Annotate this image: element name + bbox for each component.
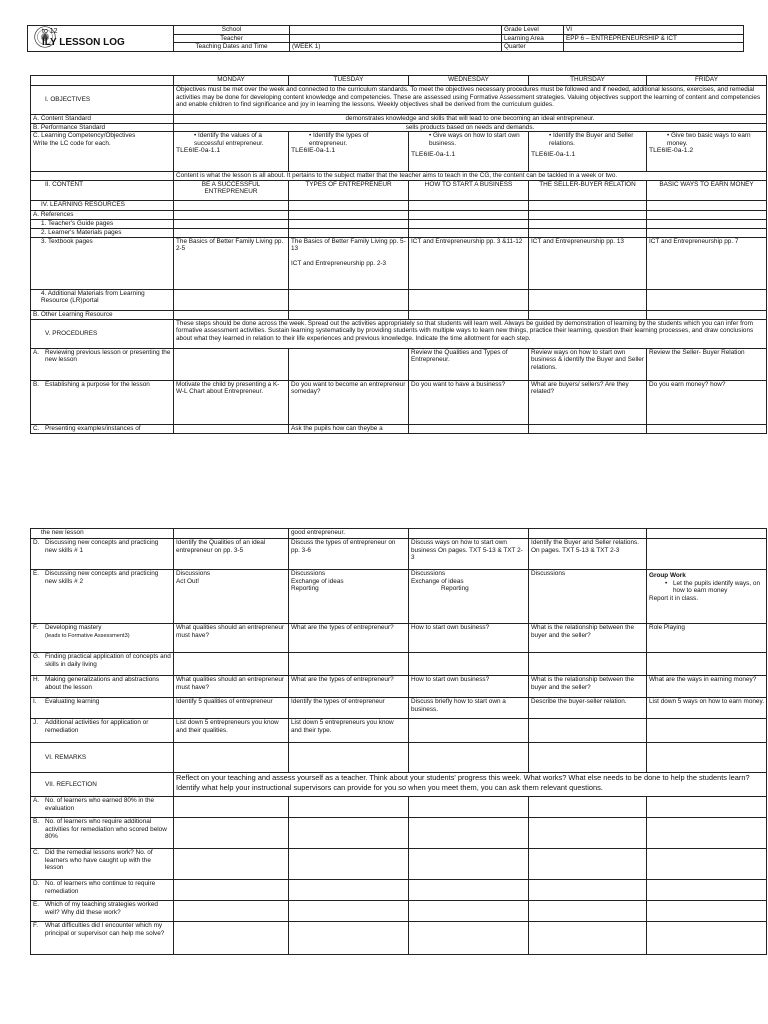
procedures-label: V. PROCEDURES [31,319,174,348]
reflection-text: Reflect on your teaching and assess yourself as a teacher. Think about your students' progress this week. What works? What else needs to be done to help the students learn? Identify what help your instructional supervisors can provide for you so when you meet them, you can ask them relevant questions. [174,773,767,797]
references-label: A. References [31,210,174,219]
letter: C. [33,424,40,432]
school-label: School [174,26,290,35]
letter: C. [33,849,40,856]
textbook-tuesday-1: The Basics of Better Family Living pp. 5-13 [291,237,406,253]
procedure-j-wednesday [409,719,529,743]
grade-level-value: VI [564,26,744,35]
procedure-b-label [31,380,174,424]
procedure-a-tuesday [289,348,409,380]
content-label: II. CONTENT [31,180,174,200]
textbook-monday: The Basics of Better Family Living pp. 2-5 [174,237,289,289]
lesson-log-table-page-2 [30,528,767,955]
bullet: • [194,132,197,140]
title-line-1: to 12 [42,28,58,36]
topic-friday: BASIC WAYS TO EARN MONEY [647,180,767,200]
procedure-i-label [31,698,174,719]
lesson-log-table-page-1 [30,75,767,434]
learning-area-value: EPP 6 – ENTREPRENEURSHIP & ICT [564,34,744,43]
letter: J. [33,719,38,726]
procedure-i-monday: Identify 5 qualities of entrepreneur [174,698,289,719]
letter: B. [33,380,40,388]
procedure-a-thursday: Review ways on how to start own business & identify the Buyer and Seller relations. [529,348,647,380]
content-standard-label: A. Content Standard [31,115,174,124]
teacher-label: Teacher [174,34,290,43]
procedure-c-tuesday-top: Ask the pupils how can theybe a [289,424,409,433]
procedure-f-friday: Role Playing [647,624,767,653]
procedure-d-tuesday: Discuss the types of entrepreneur on pp. 3-6 [289,539,409,570]
topic-monday: BE A SUCCESSFUL ENTREPRENEUR [174,180,289,200]
reflection-e-label [31,901,174,922]
procedures-note: These steps should be done across the week. Spread out the activities appropriately so that students will learn well. Always be guided by demonstration of learning by the students which you can infer from formative assessment activities. Sustain learning systematically by providing students with multiple ways to learn new things, practice their learning, question their learning processes, and draw conclusions about what they learned in relation to their life experiences and previous knowledge. Indicate the time allotment for each step. [174,319,767,348]
procedure-b-friday: Do you earn money? how? [647,380,767,424]
bullet: • [667,132,670,140]
procedure-a-friday: Review the Seller- Buyer Relation [647,348,767,380]
textbook-tuesday-2: ICT and Entrepreneurship pp. 2-3 [291,259,387,267]
objectives-label: I. OBJECTIVES [31,86,174,115]
e-line: Act Out! [176,577,200,585]
letter: B. [33,818,40,825]
topic-tuesday: TYPES OF ENTREPRENEUR [289,180,409,200]
procedure-c-label-bottom: the new lesson [31,529,174,539]
lc-text: Identify the values of a successful entrepreneur. [194,132,264,147]
textbook-tuesday [289,237,409,289]
procedure-h-text: Making generalizations and abstractions about the lesson [45,676,160,691]
procedure-h-thursday: What is the relationship between the buyer and the seller? [529,676,647,698]
procedure-a-wednesday: Review the Qualities and Types of Entrepreneur. [409,348,529,380]
day-header-wednesday: WEDNESDAY [409,76,529,86]
learning-resources-label: IV. LEARNING RESOURCES [31,200,174,210]
lc-thursday [529,132,647,172]
lc-code: TLE6IE-0a-1.1 [176,147,221,155]
reflection-d-label [31,880,174,901]
lc-text: Identify the Buyer and Seller relations. [549,132,634,147]
letter: A. [33,348,40,356]
reflection-f-text: What difficulties did I encounter which my principal or supervisor can help me solve? [45,922,165,937]
quarter-label: Quarter [502,43,564,52]
letter: F. [33,922,38,929]
day-header-tuesday: TUESDAY [289,76,409,86]
procedure-j-text: Additional activities for application or remediation [45,719,149,734]
lc-text: Identify the types of entrepreneur. [309,132,369,147]
procedure-c-tuesday-bottom: good entrepreneur. [289,529,409,539]
reflection-d-text: No. of learners who continue to require remediation [45,880,156,895]
letter: D. [33,539,40,546]
procedure-e-tuesday [289,570,409,624]
procedure-f-tuesday: What are the types of entrepreneur? [289,624,409,653]
procedure-f-sub: (leads to Formative Assessment3) [45,632,130,639]
grade-level-label: Grade Level [502,26,564,35]
lc-monday [174,132,289,172]
other-resources-label: B. Other Learning Resource [31,310,174,319]
procedure-d-wednesday: Discuss ways on how to start own business On pages. TXT 5-13 & TXT 2-3 [409,539,529,570]
procedure-d-text: Discussing new concepts and practicing new skills # 1 [45,539,159,554]
procedure-a-text: Reviewing previous lesson or presenting the new lesson [45,348,171,364]
procedure-j-friday [647,719,767,743]
e-line: Discussions [291,570,326,577]
procedure-d-friday [647,539,767,570]
reflection-label: VII. REFLECTION [31,773,174,797]
corner-cell [31,76,174,86]
textbook-pages-label: 3. Textbook pages [31,237,174,289]
letter: F. [33,624,38,631]
procedure-j-thursday [529,719,647,743]
lc-text: Give ways on how to start own business. [429,132,520,147]
textbook-thursday: ICT and Entrepreneurship pp. 13 [529,237,647,289]
procedure-i-text: Evaluating learning [45,698,100,705]
group-work-bullet: Let the pupils identify ways, on how to earn money [673,579,761,595]
procedure-i-friday: List down 5 ways on how to earn money. [647,698,767,719]
procedure-e-label [31,570,174,624]
procedure-a-label [31,348,174,380]
content-note-empty [31,172,174,181]
content-standard-text: demonstrates knowledge and skills that will lead to one becoming an ideal entrepreneur. [174,115,767,124]
procedure-e-wednesday [409,570,529,624]
learners-materials-label: 2. Learner's Materials pages [31,228,174,237]
letter: H. [33,676,40,683]
procedure-e-friday [647,570,767,624]
procedure-i-tuesday: Identify the types of entrepreneur [289,698,409,719]
textbook-wednesday: ICT and Entrepreneurship pp. 3 &11-12 [409,237,529,289]
textbook-friday: ICT and Entrepreneurship pp. 7 [647,237,767,289]
quarter-value [564,43,744,52]
reflection-a-text: No. of learners who earned 80% in the evaluation [45,797,155,812]
procedure-b-text: Establishing a purpose for the lesson [45,380,150,388]
lc-code: TLE6IE-0a-1.1 [411,151,456,159]
dates-value: (WEEK 1) [290,43,502,52]
reflection-b-text: No. of learners who require additional activities for remediation who scored below 80% [45,818,167,841]
procedure-d-label [31,539,174,570]
lc-tuesday [289,132,409,172]
procedure-h-tuesday: What are the types of entrepreneur? [289,676,409,698]
procedure-j-monday: List down 5 entrepreneurs you know and their qualities. [174,719,289,743]
procedure-f-text: Developing mastery [45,624,102,631]
procedure-h-friday: What are the ways in earning money? [647,676,767,698]
learning-competency-label [31,132,174,172]
dates-label: Teaching Dates and Time [174,43,290,52]
bullet: • [429,132,432,140]
procedure-h-label [31,676,174,698]
e-line: Discussions [531,570,566,577]
day-header-thursday: THURSDAY [529,76,647,86]
procedure-j-tuesday: List down 5 entrepreneurs you know and their type. [289,719,409,743]
procedure-a-monday [174,348,289,380]
procedure-g-text: Finding practical application of concepts and skills in daily living [45,653,171,668]
topic-wednesday: HOW TO START A BUSINESS [409,180,529,200]
letter: G. [33,653,40,660]
group-work-after: Report it in class. [649,594,699,602]
lc-code: TLE6IE-0a-1.1 [531,151,576,159]
lc-text: Give two basic ways to earn money. [667,132,751,147]
day-header-friday: FRIDAY [647,76,767,86]
e-line: Discussions [411,570,446,577]
procedure-f-label [31,624,174,653]
e-line: Reporting [291,585,319,593]
objectives-text: Objectives must be met over the week and connected to the curriculum standards. To meet the objectives necessary procedures must be followed and if needed, additional lessons, exercises, and remedial activities may be done for developing content knowledge and competencies. These are assessed using Formative Assessment strategies. Valuing objectives support the learning of content and competencies and enable children to find significance and joy in learning the lessons. Weekly objectives shall be derived from the curriculum guides. [174,86,767,115]
letter: E. [33,901,40,908]
remarks-label: VI. REMARKS [31,743,174,773]
procedure-e-text: Discussing new concepts and practicing new skills # 2 [45,570,159,585]
procedure-j-label [31,719,174,743]
reflection-c-text: Did the remedial lessons work? No. of learners who have caught up with the lesson [45,849,153,872]
procedure-c-text-top: Presenting examples/instances of [45,424,141,432]
letter: D. [33,880,40,887]
e-line: Discussions [176,570,211,577]
reflection-e-text: Which of my teaching strategies worked well? Why did these work? [45,901,158,916]
bullet: • [549,132,552,140]
procedure-d-monday: Identify the Qualities of an ideal entrepreneur on pp. 3-5 [174,539,289,570]
lc-code: TLE6IE-0a-1.1 [291,147,336,155]
performance-standard-label: B. Performance Standard [31,123,174,132]
procedure-e-monday [174,570,289,624]
performance-standard-text: sells products based on needs and demands. [174,123,767,132]
procedure-d-thursday: Identify the Buyer and Seller relations. On pages. TXT 5-13 & TXT 2-3 [529,539,647,570]
lc-friday [647,132,767,172]
e-line: Reporting [441,585,469,593]
procedure-h-wednesday: How to start own business? [409,676,529,698]
learning-area-label: Learning Area [502,34,564,43]
procedure-i-wednesday: Discuss briefly how to start own a business. [409,698,529,719]
procedure-c-label-top [31,424,174,433]
lesson-log-header [27,25,744,52]
reflection-b-label [31,818,174,849]
procedure-g-label [31,653,174,676]
procedure-b-monday: Motivate the child by presenting a K-W-L Chart about Entrepreneur. [174,380,289,424]
procedure-f-thursday: What is the relationship between the buyer and the seller? [529,624,647,653]
lc-wednesday [409,132,529,172]
group-work-title: Group Work [649,572,686,579]
page-title: ILY LESSON LOG [42,36,125,48]
day-header-monday: MONDAY [174,76,289,86]
lc-label: C. Learning Competency/Objectives [33,132,136,140]
procedure-b-wednesday: Do you want to have a business? [409,380,529,424]
school-value [290,26,502,35]
reflection-f-label [31,922,174,955]
e-line: Exchange of ideas [411,577,464,585]
topic-thursday: THE SELLER-BUYER RELATION [529,180,647,200]
content-note: Content is what the lesson is all about. It pertains to the subject matter that the teacher aims to teach in the CG, the content can be tackled in a week or two. [174,172,767,181]
bullet: • [665,579,668,587]
lc-code: TLE6IE-0a-1.2 [649,147,694,155]
teachers-guide-label: 1. Teacher's Guide pages [31,219,174,228]
procedure-i-thursday: Describe the buyer-seller relation. [529,698,647,719]
lc-sublabel: Write the LC code for each. [33,139,111,147]
procedure-f-monday: What qualities should an entrepreneur must have? [174,624,289,653]
bullet: • [309,132,312,140]
letter: A. [33,797,40,804]
letter: I. [33,698,37,705]
procedure-e-thursday [529,570,647,624]
procedure-b-thursday: What are buyers/ sellers? Are they related? [529,380,647,424]
teacher-value [290,34,502,43]
procedure-b-tuesday: Do you want to become an entrepreneur someday? [289,380,409,424]
additional-materials-label: 4. Additional Materials from Learning Resource (LR)portal [31,289,174,310]
reflection-c-label [31,849,174,880]
reflection-a-label [31,797,174,818]
procedure-f-wednesday: How to start own business? [409,624,529,653]
procedure-h-monday: What qualities should an entrepreneur must have? [174,676,289,698]
e-line: Exchange of ideas [291,577,344,585]
letter: E. [33,570,40,577]
